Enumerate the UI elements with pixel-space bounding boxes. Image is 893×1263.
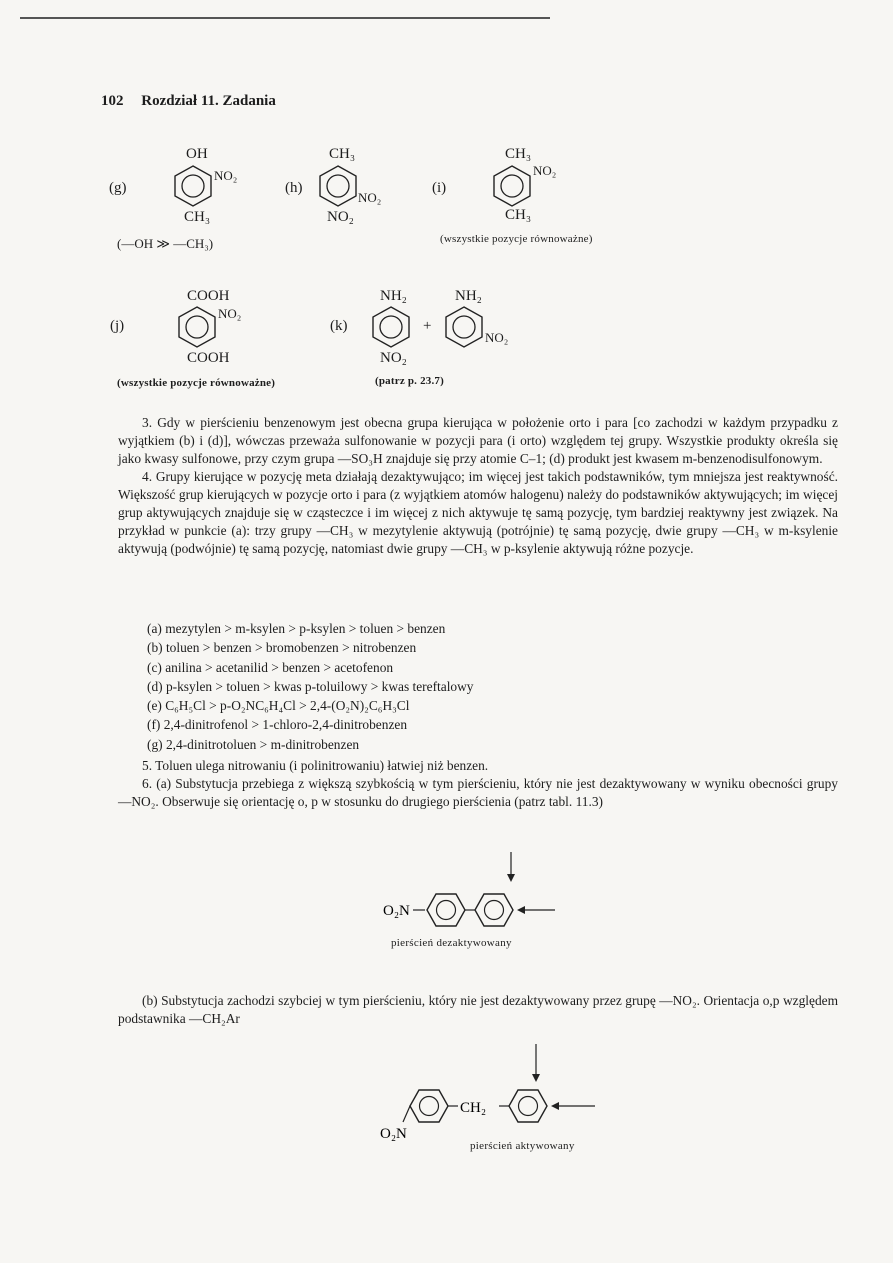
- fig1-caption: pierścień dezaktywowany: [391, 937, 512, 949]
- i-note: (wszystkie pozycje równoważne): [440, 233, 593, 245]
- k-right-top-substituent: NH₂: [455, 288, 482, 304]
- j-side-substituent: NO₂: [218, 306, 242, 321]
- k-note: (patrz p. 23.7): [375, 375, 444, 387]
- g-bottom-substituent: CH₃: [184, 209, 211, 225]
- label-h: (h): [285, 180, 303, 196]
- answers-text-3: [118, 992, 838, 1028]
- h-top-substituent: CH₃: [329, 146, 356, 162]
- list-item: (b) toluen > benzen > bromobenzen > nitrobenzen: [147, 640, 417, 656]
- top-rule: [20, 17, 550, 19]
- biphenyl-figure: [375, 850, 595, 940]
- paragraph-3: 3. Gdy w pierścieniu benzenowym jest obecna grupa kierująca w położenie orto i para [co zachodzi w każdym przypadku z wyjątkiem (b) i (d)], wówczas przeważa sulfonowanie w pozycji para (i orto) względem tej grupy. Wszystkie produkty określa się jako kwasy sulfonowe, przy czym grupa —SO₃H znajduje się przy atomie C–1; (d) produkt jest kwasem m-benzenodisulfonowym.: [118, 415, 838, 466]
- h-bottom-substituent: NO₂: [327, 209, 354, 225]
- j-note: (wszystkie pozycje równoważne): [117, 377, 276, 389]
- page-number: 102: [101, 93, 124, 109]
- paragraph-6b: (b) Substytucja zachodzi szybciej w tym pierścieniu, który nie jest dezaktywowany przez grupę —NO₂. Orientacja o,p względem podstawnika —CH₂Ar: [118, 993, 838, 1026]
- fig2-caption: pierścień aktywowany: [470, 1140, 575, 1152]
- g-note: (—OH ≫ —CH₃): [117, 236, 214, 251]
- k-left-top-substituent: NH₂: [380, 288, 407, 304]
- fig2-group: O₂N: [380, 1126, 407, 1142]
- list-item: (a) mezytylen > m-ksylen > p-ksylen > toluen > benzen: [147, 621, 446, 636]
- paragraph-5: 5. Toluen ulega nitrowaniu (i polinitrowaniu) łatwiej niż benzen.: [142, 758, 489, 773]
- fig2-bridge: CH₂: [460, 1100, 487, 1116]
- paragraph-6a: 6. (a) Substytucja przebiega z większą szybkością w tym pierścieniu, który nie jest dezaktywowany w wyniku obecności grupy —NO₂. Obserwuje się orientację o, p w stosunku do drugiego pierścienia (patrz tabl. 11.3): [118, 776, 838, 809]
- chapter-title: Rozdział 11. Zadania: [141, 93, 276, 109]
- k-right-benzene-ring: [442, 305, 486, 349]
- label-i: (i): [432, 180, 447, 196]
- j-bottom-substituent: COOH: [187, 350, 230, 366]
- k-plus-sign: +: [423, 318, 432, 334]
- k-left-benzene-ring: [369, 305, 413, 349]
- list-item: (f) 2,4-dinitrofenol > 1-chloro-2,4-dinitrobenzen: [147, 717, 408, 733]
- diphenylmethane-figure: [375, 1042, 615, 1147]
- paragraph-4: 4. Grupy kierujące w pozycję meta działają dezaktywująco; im więcej jest takich podstawników, tym mniejsza jest reaktywność. Większość grup kierujących w pozycje orto i para (z wyjątkiem atomów halogenu) należy do podstawników aktywujących; im więcej grup aktywujących znajduje się w cząsteczce i im więcej z nich aktywuje tę samą pozycję, tym bardziej reaktywny jest związek. Na przykład w punkcie (a): trzy grupy —CH₃ w mezytylenie aktywują (potrójnie) tę samą pozycję, dwie grupy —CH₃ w m-ksylenie aktywują (podwójnie) tę samą pozycję, natomiast dwie grupy —CH₃ w p-ksylenie aktywują różne pozycje.: [118, 469, 838, 556]
- label-k: (k): [330, 318, 348, 334]
- label-g: (g): [109, 180, 127, 196]
- reactivity-list: [147, 619, 473, 754]
- j-benzene-ring: [175, 305, 219, 349]
- label-j: (j): [110, 318, 125, 334]
- i-bottom-substituent: CH₃: [505, 207, 532, 223]
- answers-text-2: [118, 757, 838, 811]
- k-right-side-substituent: NO₂: [485, 330, 509, 345]
- list-item: (c) anilina > acetanilid > benzen > acetofenon: [147, 659, 394, 675]
- h-side-substituent: NO₂: [358, 190, 382, 205]
- page-header: [101, 93, 276, 110]
- list-item: (g) 2,4-dinitrotoluen > m-dinitrobenzen: [147, 736, 360, 752]
- j-top-substituent: COOH: [187, 288, 230, 304]
- h-benzene-ring: [316, 164, 360, 208]
- g-side-substituent: NO₂: [214, 168, 238, 183]
- i-side-substituent: NO₂: [533, 163, 557, 178]
- answers-text: [118, 414, 838, 558]
- g-top-substituent: OH: [186, 146, 208, 162]
- i-top-substituent: CH₃: [505, 146, 532, 162]
- list-item: (d) p-ksylen > toluen > kwas p-toluilowy > kwas tereftalowy: [147, 678, 474, 694]
- list-item: (e) C₆H₅Cl > p-O₂NC₆H₄Cl > 2,4-(O₂N)₂C₆H₃Cl: [147, 698, 410, 714]
- i-benzene-ring: [490, 164, 534, 208]
- k-left-bottom-substituent: NO₂: [380, 350, 407, 366]
- g-benzene-ring: [171, 164, 215, 208]
- fig1-group: O₂N: [383, 903, 410, 919]
